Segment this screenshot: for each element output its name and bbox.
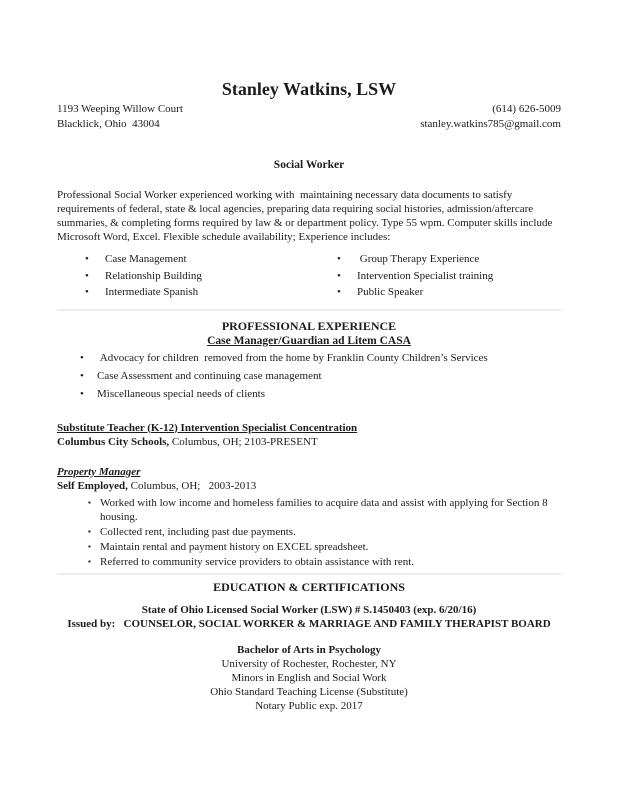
resume-name: Stanley Watkins, LSW xyxy=(221,79,397,99)
org-name: Self Employed, xyxy=(57,479,128,492)
experience-bullet: • Miscellaneous special needs of clients xyxy=(80,387,561,402)
experience-bullet: • Advocacy for children removed from the home by Franklin County Children’s Services xyxy=(80,351,561,366)
contact-address-line1: 1193 Weeping Willow Court xyxy=(57,103,183,115)
job-title-property-manager: Property Manager xyxy=(57,465,141,478)
license-line-1: State of Ohio Licensed Social Worker (LSW) # S.1450403 (exp. 6/20/16) xyxy=(141,603,477,616)
role-title: Social Worker xyxy=(273,159,345,171)
skills-column-left xyxy=(57,252,309,302)
education-detail: Ohio Standard Teaching License (Substitute) xyxy=(210,685,408,698)
skills-list-left xyxy=(57,252,309,300)
experience-bullet: ▪ Referred to community service providers to obtain assistance with rent. xyxy=(88,555,561,569)
contact-email: stanley.watkins785@gmail.com xyxy=(420,118,561,130)
skill-item: • Case Management xyxy=(85,252,309,267)
org-location-dates: Columbus, OH; 2003-2013 xyxy=(127,479,257,492)
experience-bullet: ▪ Collected rent, including past due payments. xyxy=(88,525,561,539)
job-title-casa xyxy=(57,334,561,348)
summary-paragraph: Professional Social Worker experienced working with maintaining necessary data documents to satisfy requirements of federal, state & local agencies, preparing data requiring social histories, admission/aftercare summaries, & completing forms required by law & or department policy. Type 55 wpm. Computer skills include Microsoft Word, Excel. Flexible schedule availability; Experience includes: xyxy=(57,189,556,243)
skill-item: • Public Speaker xyxy=(337,285,561,300)
skill-item: • Intermediate Spanish xyxy=(85,285,309,300)
experience-bullet: • Case Assessment and continuing case management xyxy=(80,369,561,384)
job-org-self-employed xyxy=(57,479,561,493)
contact-address-line2: Blacklick, Ohio 43004 xyxy=(57,118,160,130)
skill-item: • Group Therapy Experience xyxy=(337,252,561,267)
education-heading: EDUCATION & CERTIFICATIONS xyxy=(213,579,405,594)
contact-phone: (614) 626-5009 xyxy=(492,103,561,115)
skill-item: • Intervention Specialist training xyxy=(337,269,561,284)
section-divider xyxy=(57,573,561,575)
skills-section xyxy=(57,252,561,302)
skills-list-right xyxy=(309,252,561,300)
experience-bullet: ▪ Worked with low income and homeless families to acquire data and assist with applying for Section 8 housing. xyxy=(88,496,561,524)
education-detail: University of Rochester, Rochester, NY xyxy=(221,657,397,670)
casa-bullet-list xyxy=(57,351,561,402)
degree-title: Bachelor of Arts in Psychology xyxy=(236,643,381,656)
education-detail: Minors in English and Social Work xyxy=(231,671,387,684)
job-title-substitute-teacher: Substitute Teacher (K-12) Intervention Specialist Concentration xyxy=(57,421,358,434)
org-name: Columbus City Schools, xyxy=(57,435,170,448)
job-title-casa-text: Case Manager/Guardian ad Litem CASA xyxy=(207,334,411,347)
contact-address xyxy=(57,102,183,132)
job-org-columbus-city-schools xyxy=(57,435,561,449)
org-location-dates: Columbus, OH; 2103-PRESENT xyxy=(169,435,318,448)
skills-column-right xyxy=(309,252,561,302)
education-detail: Notary Public exp. 2017 xyxy=(255,699,363,712)
section-divider xyxy=(57,309,561,311)
skill-item: • Relationship Building xyxy=(85,269,309,284)
property-manager-bullet-list xyxy=(57,496,561,569)
experience-bullet: ▪ Maintain rental and payment history on EXCEL spreadsheet. xyxy=(88,540,561,554)
contact-phone-email xyxy=(420,102,561,132)
experience-heading: PROFESSIONAL EXPERIENCE xyxy=(221,318,397,333)
contact-row xyxy=(57,102,561,132)
license-line-2: Issued by: COUNSELOR, SOCIAL WORKER & MARRIAGE AND FAMILY THERAPIST BOARD xyxy=(67,617,551,630)
